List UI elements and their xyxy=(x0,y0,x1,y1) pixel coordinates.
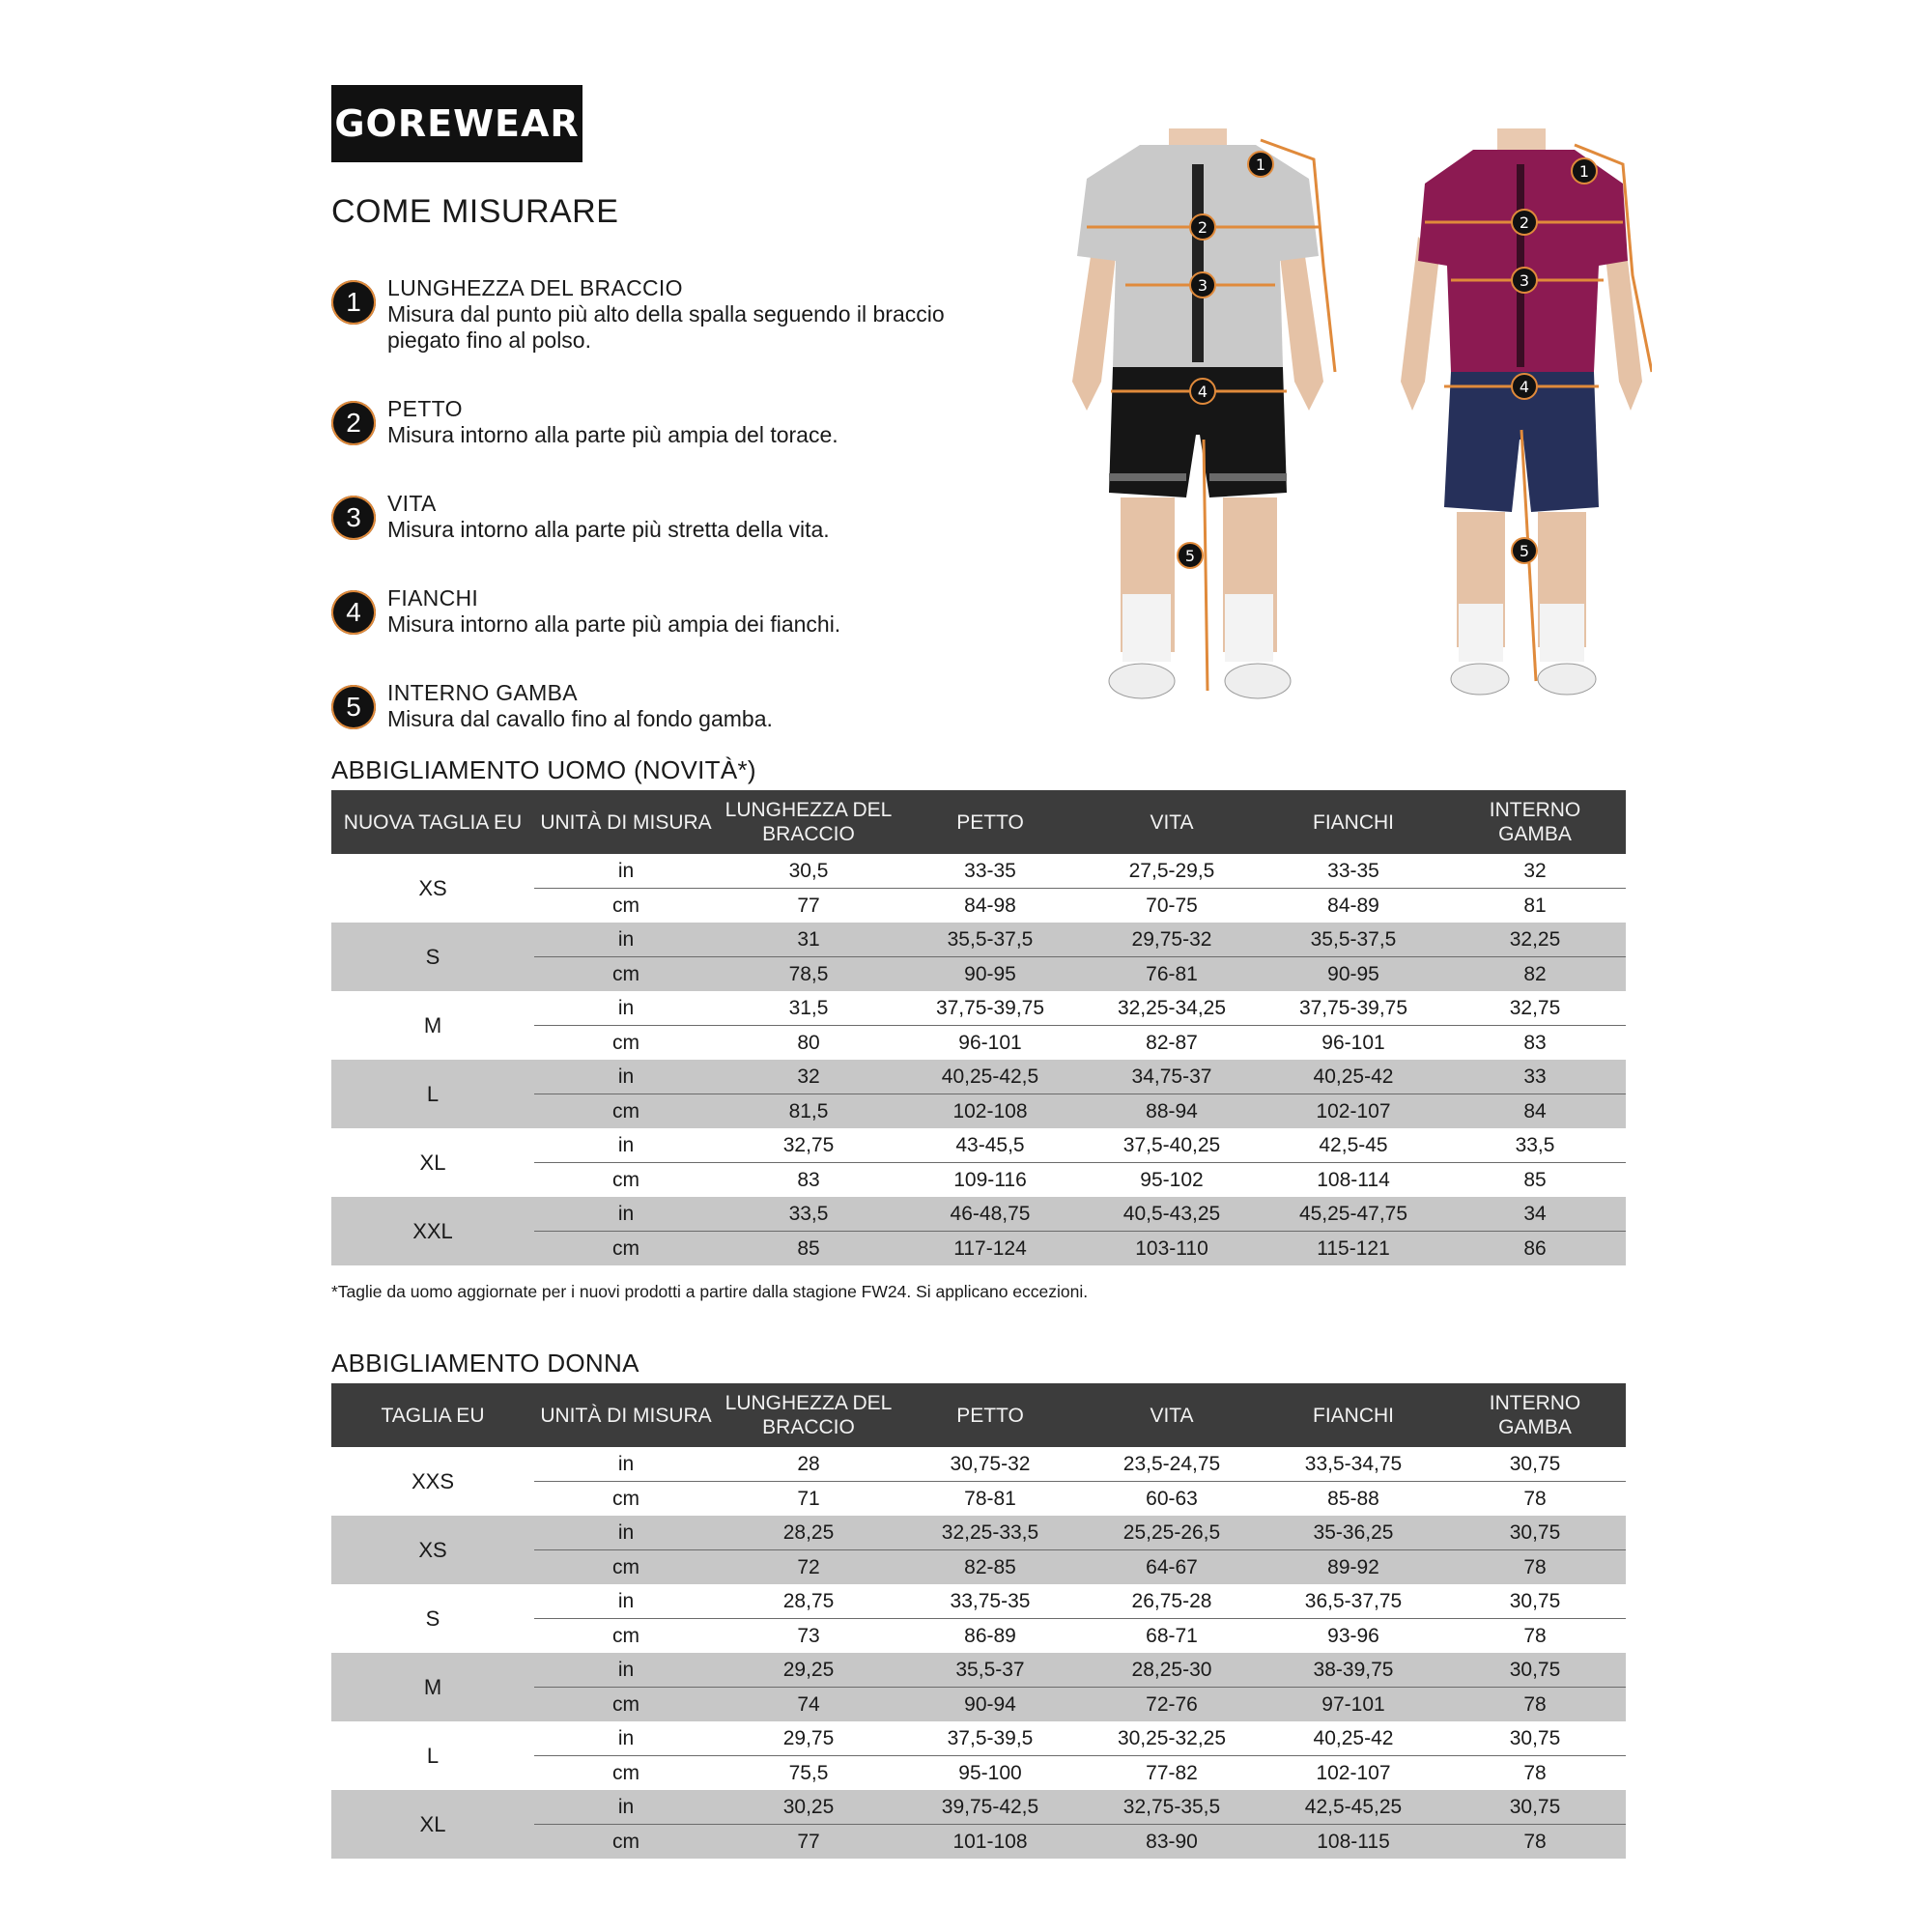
size-cell: XS xyxy=(418,875,447,900)
step-title: FIANCHI xyxy=(387,585,479,611)
unit-cell: in xyxy=(534,1197,718,1232)
measurement-cell: 32,75 xyxy=(718,1128,899,1163)
women-section-title: ABBIGLIAMENTO DONNA xyxy=(331,1349,639,1378)
measurement-cell: 85-88 xyxy=(1327,1487,1379,1510)
column-header: FIANCHI xyxy=(1263,790,1444,854)
measurement-cell: 33-35 xyxy=(1263,854,1444,889)
measurement-cell: 88-94 xyxy=(1081,1094,1263,1129)
women-size-table xyxy=(331,1383,1626,1859)
table-row xyxy=(331,923,1626,957)
unit-cell: cm xyxy=(534,1550,718,1585)
measurement-cell: 31 xyxy=(718,923,899,957)
svg-text:4: 4 xyxy=(1197,383,1208,401)
column-header: NUOVA TAGLIA EU xyxy=(331,790,534,854)
measurement-cell: 30,75 xyxy=(1444,1721,1626,1756)
measurement-cell: 72-76 xyxy=(1081,1688,1263,1722)
measurement-cell: 37,5-40,25 xyxy=(1081,1128,1263,1163)
svg-text:2: 2 xyxy=(1197,218,1208,237)
measurement-cell: 33,5 xyxy=(1444,1128,1626,1163)
measurement-cell: 102-107 xyxy=(1316,1761,1391,1784)
measurement-cell: 30,75 xyxy=(1444,1653,1626,1688)
unit-cell: in xyxy=(534,1516,718,1550)
table-row xyxy=(331,1128,1626,1163)
measurement-cell: 40,25-42 xyxy=(1263,1721,1444,1756)
unit-cell: in xyxy=(534,1584,718,1619)
measurement-cell: 32,25 xyxy=(1444,923,1626,957)
column-header: VITA xyxy=(1081,1383,1263,1447)
unit-cell: in xyxy=(534,1060,718,1094)
measurement-cell: 32,75-35,5 xyxy=(1081,1790,1263,1825)
step-desc-line: Misura intorno alla parte più ampia del torace. xyxy=(387,422,838,447)
step-title: LUNGHEZZA DEL BRACCIO xyxy=(387,275,683,300)
size-cell: XXS xyxy=(411,1468,455,1493)
measurement-cell: 108-115 xyxy=(1263,1825,1444,1860)
measurement-cell: 78 xyxy=(1444,1825,1626,1860)
size-cell: M xyxy=(331,1653,534,1721)
table-row xyxy=(331,1447,1626,1482)
measurement-cell: 35,5-37,5 xyxy=(1263,923,1444,957)
unit-cell: cm xyxy=(612,1487,639,1510)
measurement-cell: 101-108 xyxy=(899,1825,1081,1860)
measurement-cell: 31,5 xyxy=(718,991,899,1026)
table-row xyxy=(331,1060,1626,1094)
unit-cell: cm xyxy=(612,894,639,917)
size-cell: XS xyxy=(331,1516,534,1584)
measurement-cell: 84-89 xyxy=(1327,894,1379,917)
measurement-cell: 30,25-32,25 xyxy=(1081,1721,1263,1756)
measurement-cell: 40,25-42 xyxy=(1263,1060,1444,1094)
step-number-badge: 5 xyxy=(331,685,376,729)
svg-text:5: 5 xyxy=(1519,542,1530,560)
men-section-title: ABBIGLIAMENTO UOMO (NOVITÀ*) xyxy=(331,755,756,784)
unit-cell: cm xyxy=(534,1825,718,1860)
measurement-cell: 83 xyxy=(797,1168,820,1191)
measurement-cell: 28,25 xyxy=(718,1516,899,1550)
measurement-cell: 90-95 xyxy=(1263,957,1444,992)
measurement-cell: 77 xyxy=(718,1825,899,1860)
unit-cell: in xyxy=(534,1128,718,1163)
column-header: VITA xyxy=(1081,790,1263,854)
svg-text:1: 1 xyxy=(1578,162,1590,181)
measurement-cell: 33 xyxy=(1444,1060,1626,1094)
step-title: INTERNO GAMBA xyxy=(387,680,578,705)
measurement-cell: 38-39,75 xyxy=(1263,1653,1444,1688)
measurement-cell: 34,75-37 xyxy=(1081,1060,1263,1094)
measurement-cell: 30,75 xyxy=(1444,1516,1626,1550)
gorewear-logo: GOREWEAR xyxy=(331,85,582,162)
step-desc-line: Misura intorno alla parte più ampia dei fianchi. xyxy=(387,611,841,637)
measurement-cell: 37,75-39,75 xyxy=(899,991,1081,1026)
unit-cell: cm xyxy=(612,1761,639,1784)
unit-cell: cm xyxy=(534,1232,718,1266)
how-to-measure-title: COME MISURARE xyxy=(331,193,619,230)
measurement-cell: 30,75 xyxy=(1444,1447,1626,1482)
male-figure xyxy=(1072,128,1335,698)
measurement-cell: 78 xyxy=(1523,1761,1547,1784)
column-header: UNITÀ DI MISURA xyxy=(534,790,718,854)
size-cell: L xyxy=(426,1743,440,1768)
measurement-cell: 30,75-32 xyxy=(899,1447,1081,1482)
measurement-cell: 78-81 xyxy=(964,1487,1016,1510)
table-row xyxy=(331,1790,1626,1825)
measurement-cell: 93-96 xyxy=(1327,1624,1379,1647)
measurement-cell: 74 xyxy=(718,1688,899,1722)
measurement-cell: 45,25-47,75 xyxy=(1263,1197,1444,1232)
column-header: INTERNO GAMBA xyxy=(1444,790,1626,854)
measurement-cell: 90-95 xyxy=(899,957,1081,992)
table-row xyxy=(331,1197,1626,1232)
measurement-cell: 82-87 xyxy=(1146,1031,1198,1054)
measurement-cell: 25,25-26,5 xyxy=(1081,1516,1263,1550)
size-cell: XL xyxy=(419,1150,446,1175)
table-header-row xyxy=(331,1383,1626,1447)
measurement-cell: 95-102 xyxy=(1140,1168,1204,1191)
step-arm-length xyxy=(331,275,1027,354)
step-inseam xyxy=(331,680,1027,732)
step-desc-line: Misura dal cavallo fino al fondo gamba. xyxy=(387,706,773,731)
measurement-cell: 26,75-28 xyxy=(1081,1584,1263,1619)
measurement-cell: 82 xyxy=(1444,957,1626,992)
measurement-cell: 60-63 xyxy=(1146,1487,1198,1510)
measurement-cell: 78 xyxy=(1444,1550,1626,1585)
measurement-cell: 86-89 xyxy=(964,1624,1016,1647)
size-cell: XXL xyxy=(331,1197,534,1265)
measurement-cell: 29,75-32 xyxy=(1081,923,1263,957)
measurement-cell: 40,25-42,5 xyxy=(899,1060,1081,1094)
measurement-cell: 28,75 xyxy=(718,1584,899,1619)
unit-cell: in xyxy=(534,1447,718,1482)
measurement-cell: 117-124 xyxy=(899,1232,1081,1266)
measurement-cell: 102-107 xyxy=(1263,1094,1444,1129)
measurement-cell: 23,5-24,75 xyxy=(1081,1447,1263,1482)
measurement-cell: 29,75 xyxy=(718,1721,899,1756)
men-footnote: *Taglie da uomo aggiornate per i nuovi prodotti a partire dalla stagione FW24. Si applicano eccezioni. xyxy=(331,1282,1089,1301)
measurement-cell: 78 xyxy=(1523,1624,1547,1647)
measurement-cell: 33,5 xyxy=(718,1197,899,1232)
measurement-cell: 39,75-42,5 xyxy=(899,1790,1081,1825)
measurement-cell: 35,5-37,5 xyxy=(899,923,1081,957)
column-header: PETTO xyxy=(899,1383,1081,1447)
measurement-cell: 75,5 xyxy=(788,1761,829,1784)
step-number-badge: 4 xyxy=(331,590,376,635)
table-row xyxy=(331,854,1626,889)
measurement-cell: 30,75 xyxy=(1444,1584,1626,1619)
men-size-table xyxy=(331,790,1626,1265)
size-cell: L xyxy=(331,1060,534,1128)
measurement-cell: 81,5 xyxy=(718,1094,899,1129)
size-cell: XL xyxy=(331,1790,534,1859)
measurement-cell: 81 xyxy=(1523,894,1547,917)
measurement-cell: 78 xyxy=(1523,1487,1547,1510)
measurement-cell: 96-101 xyxy=(1321,1031,1385,1054)
unit-cell: cm xyxy=(612,1624,639,1647)
table-header-row xyxy=(331,790,1626,854)
measurement-cell: 64-67 xyxy=(1081,1550,1263,1585)
measurement-cell: 27,5-29,5 xyxy=(1081,854,1263,889)
measurement-cell: 32 xyxy=(1444,854,1626,889)
measurement-cell: 85 xyxy=(718,1232,899,1266)
measurement-cell: 33,5-34,75 xyxy=(1263,1447,1444,1482)
measurement-cell: 46-48,75 xyxy=(899,1197,1081,1232)
measurement-cell: 96-101 xyxy=(958,1031,1022,1054)
measurement-cell: 43-45,5 xyxy=(899,1128,1081,1163)
column-header: PETTO xyxy=(899,790,1081,854)
step-title: VITA xyxy=(387,491,437,516)
svg-text:3: 3 xyxy=(1519,271,1530,290)
step-desc-line: piegato fino al polso. xyxy=(387,327,591,353)
measurement-cell: 84 xyxy=(1444,1094,1626,1129)
measurement-cell: 78 xyxy=(1444,1688,1626,1722)
measurement-cell: 68-71 xyxy=(1146,1624,1198,1647)
measure-steps xyxy=(331,275,1027,775)
measurement-cell: 80 xyxy=(797,1031,820,1054)
column-header: UNITÀ DI MISURA xyxy=(534,1383,718,1447)
measurement-cell: 70-75 xyxy=(1146,894,1198,917)
measurement-cell: 83 xyxy=(1523,1031,1547,1054)
unit-cell: in xyxy=(534,1653,718,1688)
table-row xyxy=(331,991,1626,1026)
measurement-cell: 89-92 xyxy=(1263,1550,1444,1585)
size-cell: M xyxy=(423,1012,442,1037)
measurement-cell: 73 xyxy=(797,1624,820,1647)
measurement-cell: 108-114 xyxy=(1317,1168,1390,1191)
unit-cell: cm xyxy=(534,1094,718,1129)
size-cell: S xyxy=(425,1605,440,1631)
unit-cell: cm xyxy=(612,1031,639,1054)
column-header: LUNGHEZZA DEL BRACCIO xyxy=(718,1383,899,1447)
measurement-cell: 36,5-37,75 xyxy=(1263,1584,1444,1619)
measurement-cell: 86 xyxy=(1444,1232,1626,1266)
measurement-cell: 90-94 xyxy=(899,1688,1081,1722)
column-header: INTERNO GAMBA xyxy=(1444,1383,1626,1447)
svg-text:2: 2 xyxy=(1519,213,1530,232)
svg-text:3: 3 xyxy=(1197,276,1208,295)
measurement-cell: 30,75 xyxy=(1444,1790,1626,1825)
measurement-cell: 82-85 xyxy=(899,1550,1081,1585)
measurement-cell: 71 xyxy=(797,1487,820,1510)
measurement-cell: 30,5 xyxy=(718,854,899,889)
measurement-cell: 33-35 xyxy=(899,854,1081,889)
step-desc-line: Misura dal punto più alto della spalla seguendo il braccio xyxy=(387,301,945,327)
step-desc-line: Misura intorno alla parte più stretta della vita. xyxy=(387,517,830,542)
step-number-badge: 1 xyxy=(331,280,376,325)
step-chest xyxy=(331,396,1027,448)
unit-cell: cm xyxy=(534,957,718,992)
measurement-cell: 97-101 xyxy=(1263,1688,1444,1722)
step-number-badge: 2 xyxy=(331,401,376,445)
measurement-cell: 40,5-43,25 xyxy=(1081,1197,1263,1232)
measurement-cell: 33,75-35 xyxy=(899,1584,1081,1619)
measurement-cell: 102-108 xyxy=(899,1094,1081,1129)
measurement-cell: 109-116 xyxy=(953,1168,1027,1191)
table-row xyxy=(331,1584,1626,1619)
measurement-cell: 83-90 xyxy=(1081,1825,1263,1860)
unit-cell: cm xyxy=(612,1168,639,1191)
svg-text:1: 1 xyxy=(1255,156,1266,174)
table-row xyxy=(331,1721,1626,1756)
measurement-cell: 28,25-30 xyxy=(1081,1653,1263,1688)
measurement-cell: 115-121 xyxy=(1263,1232,1444,1266)
measurement-cell: 95-100 xyxy=(958,1761,1022,1784)
unit-cell: in xyxy=(534,991,718,1026)
column-header: TAGLIA EU xyxy=(331,1383,534,1447)
measurement-cell: 103-110 xyxy=(1081,1232,1263,1266)
svg-text:5: 5 xyxy=(1184,547,1196,565)
step-hips xyxy=(331,585,1027,638)
measurement-figures-illustration xyxy=(1034,121,1652,720)
step-waist xyxy=(331,491,1027,543)
measurement-cell: 42,5-45,25 xyxy=(1263,1790,1444,1825)
svg-text:4: 4 xyxy=(1519,378,1530,396)
measurement-cell: 76-81 xyxy=(1081,957,1263,992)
measurement-cell: 35,5-37 xyxy=(899,1653,1081,1688)
size-cell: S xyxy=(331,923,534,991)
unit-cell: in xyxy=(534,1790,718,1825)
measurement-cell: 72 xyxy=(718,1550,899,1585)
measurement-cell: 30,25 xyxy=(718,1790,899,1825)
measurement-cell: 32 xyxy=(718,1060,899,1094)
table-row xyxy=(331,1516,1626,1550)
table-row xyxy=(331,1653,1626,1688)
step-number-badge: 3 xyxy=(331,496,376,540)
measurement-cell: 42,5-45 xyxy=(1263,1128,1444,1163)
unit-cell: in xyxy=(534,923,718,957)
measurement-cell: 37,75-39,75 xyxy=(1263,991,1444,1026)
measurement-cell: 77-82 xyxy=(1146,1761,1198,1784)
measurement-cell: 77 xyxy=(797,894,820,917)
measurement-cell: 37,5-39,5 xyxy=(899,1721,1081,1756)
measurement-cell: 34 xyxy=(1444,1197,1626,1232)
measurement-cell: 32,25-34,25 xyxy=(1081,991,1263,1026)
measurement-cell: 78,5 xyxy=(718,957,899,992)
female-figure xyxy=(1401,128,1652,695)
step-title: PETTO xyxy=(387,396,463,421)
measurement-cell: 35-36,25 xyxy=(1263,1516,1444,1550)
measurement-cell: 28 xyxy=(718,1447,899,1482)
column-header: LUNGHEZZA DEL BRACCIO xyxy=(718,790,899,854)
unit-cell: in xyxy=(534,1721,718,1756)
measurement-cell: 84-98 xyxy=(964,894,1016,917)
measurement-cell: 32,75 xyxy=(1444,991,1626,1026)
measurement-cell: 32,25-33,5 xyxy=(899,1516,1081,1550)
measurement-cell: 85 xyxy=(1523,1168,1547,1191)
unit-cell: cm xyxy=(534,1688,718,1722)
column-header: FIANCHI xyxy=(1263,1383,1444,1447)
measurement-cell: 29,25 xyxy=(718,1653,899,1688)
unit-cell: in xyxy=(534,854,718,889)
